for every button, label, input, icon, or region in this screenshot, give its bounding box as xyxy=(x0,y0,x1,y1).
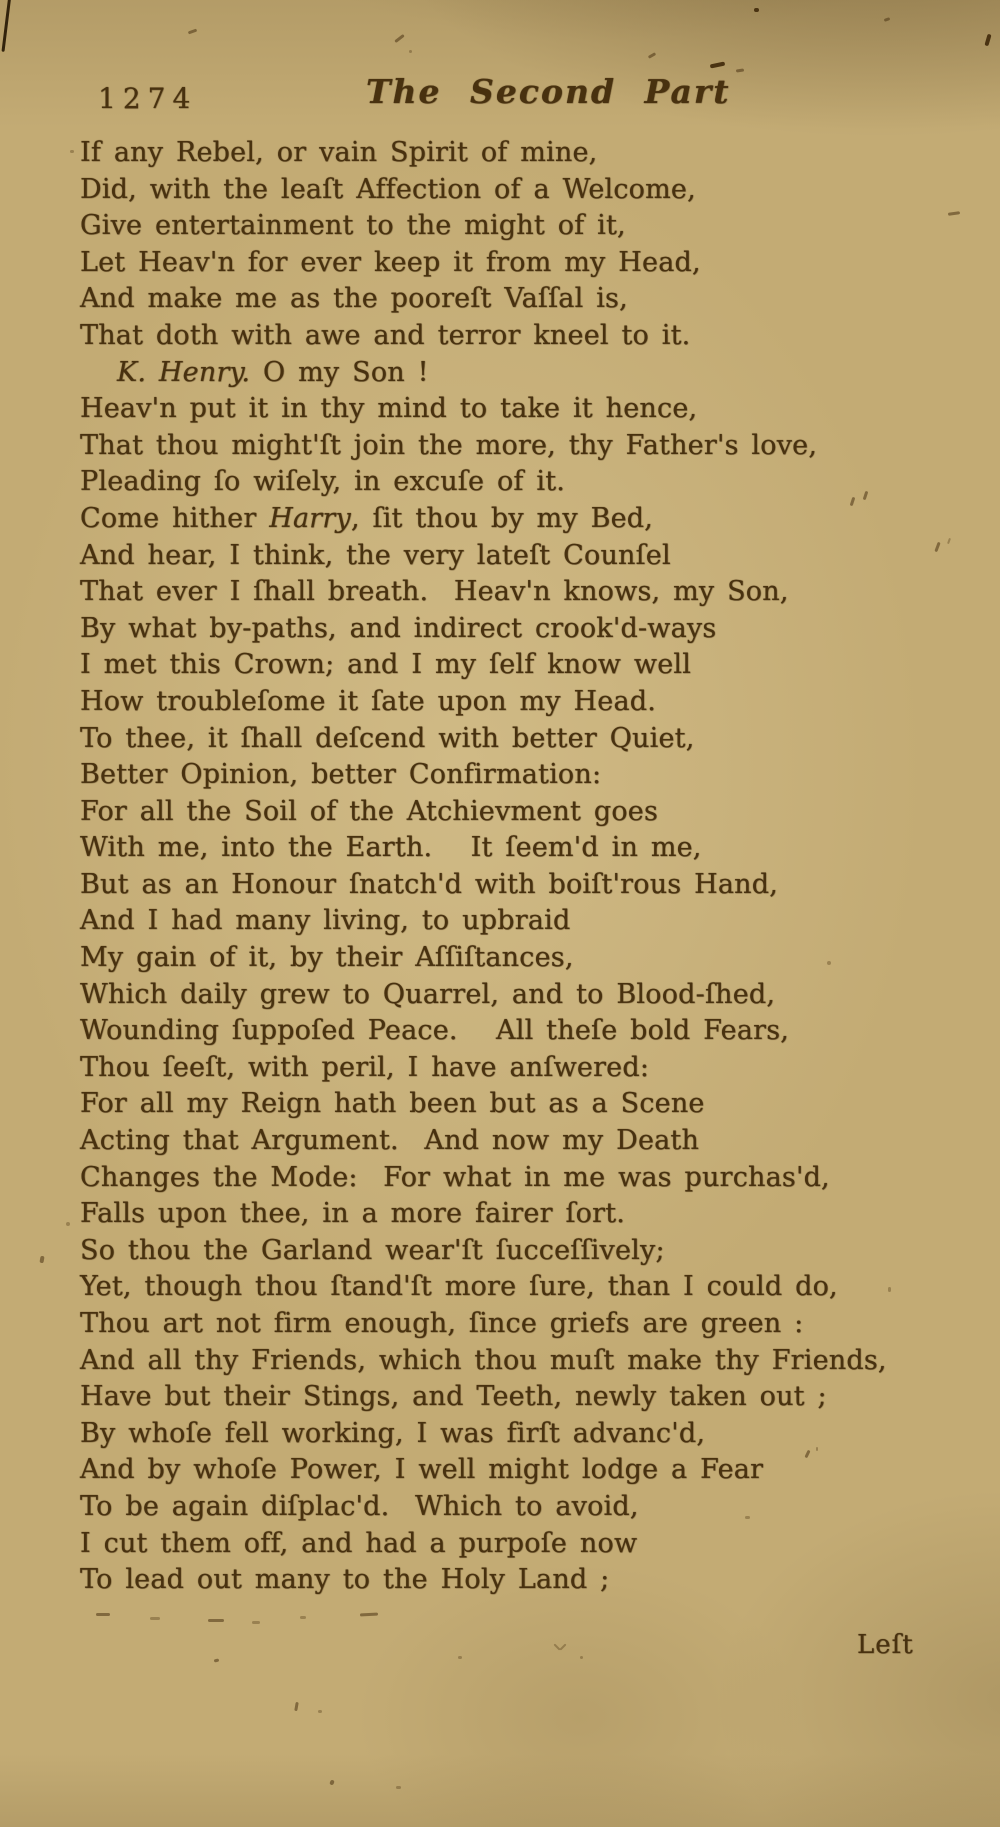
ink-speck xyxy=(948,211,960,216)
verse-text: Give entertainment to the might of it, xyxy=(80,210,626,242)
poem-line xyxy=(80,281,940,318)
poem-line xyxy=(80,611,940,648)
italic-text: Harry xyxy=(269,502,351,534)
poem-line xyxy=(80,355,940,392)
ink-speck xyxy=(984,34,991,47)
play-text xyxy=(80,135,940,1599)
poem-line xyxy=(80,830,940,867)
verse-text: Did, with the leaſt Affection of a Welcome, xyxy=(80,173,696,205)
poem-line xyxy=(80,1343,940,1380)
verse-text: Changes the Mode: For what in me was purchas'd, xyxy=(80,1161,830,1193)
ink-speck xyxy=(150,1617,160,1620)
poem-line xyxy=(80,1050,940,1087)
verse-text: , ſit thou by my Bed, xyxy=(350,502,654,534)
ink-speck xyxy=(66,1222,70,1226)
poem-line xyxy=(80,1196,940,1233)
poem-line xyxy=(80,1452,940,1489)
verse-text: O my Son ! xyxy=(250,356,429,388)
poem-line xyxy=(80,1526,940,1563)
verse-text: To lead out many to the Holy Land ; xyxy=(80,1564,610,1596)
verse-text: And I had many living, to upbraid xyxy=(80,905,571,937)
ink-speck xyxy=(710,61,726,68)
ink-speck xyxy=(39,1256,44,1264)
ink-speck xyxy=(360,1613,378,1617)
verse-text: If any Rebel, or vain Spirit of mine, xyxy=(80,137,598,168)
verse-text: Thou ſeeſt, with peril, I have anſwered: xyxy=(80,1051,650,1083)
poem-line xyxy=(80,794,940,831)
ink-speck xyxy=(396,1786,401,1789)
verse-text: To be again diſplac'd. Which to avoid, xyxy=(80,1490,639,1522)
poem-line xyxy=(80,538,940,575)
ink-speck xyxy=(394,34,405,43)
ink-speck xyxy=(580,1656,583,1659)
verse-text: That thou might'ſt join the more, thy Father's love, xyxy=(80,429,818,461)
poem-line xyxy=(80,757,940,794)
verse-text: And all thy Friends, which thou muſt make thy Friends, xyxy=(80,1344,887,1376)
verse-text: That doth with awe and terror kneel to it. xyxy=(80,319,691,351)
page-number: 1274 xyxy=(98,82,198,115)
verse-text: That ever I ſhall breath. Heav'n knows, my Son, xyxy=(80,576,789,608)
ink-speck xyxy=(754,8,759,12)
verse-text: Let Heav'n for ever keep it from my Head, xyxy=(80,246,701,278)
verse-text: Better Opinion, better Confirmation: xyxy=(80,759,602,791)
verse-text: With me, into the Earth. It ſeem'd in me, xyxy=(80,832,702,864)
ink-speck xyxy=(188,29,197,35)
verse-text: Yet, though thou ſtand'ſt more ſure, than I could do, xyxy=(80,1271,838,1303)
poem-line xyxy=(80,1379,940,1416)
verse-text: Have but their Stings, and Teeth, newly taken out ; xyxy=(80,1381,827,1413)
verse-text: Acting that Argument. And now my Death xyxy=(80,1125,700,1157)
ink-speck xyxy=(648,52,656,59)
poem-line xyxy=(80,940,940,977)
catchword: Leſt xyxy=(857,1630,914,1660)
verse-text: I cut them off, and had a purpoſe now xyxy=(80,1527,638,1559)
poem-line xyxy=(80,903,940,940)
ink-speck xyxy=(884,17,891,22)
ink-speck xyxy=(214,1658,220,1662)
ink-speck xyxy=(70,150,74,153)
verse-text: And make me as the pooreſt Vaſſal is, xyxy=(80,283,628,315)
verse-text: For all my Reign hath been but as a Scene xyxy=(80,1088,705,1120)
ink-speck xyxy=(294,1702,299,1711)
poem-line xyxy=(80,867,940,904)
poem-line xyxy=(80,318,940,355)
ink-speck xyxy=(947,538,951,544)
poem-line xyxy=(80,1269,940,1306)
running-title: The Second Part xyxy=(366,72,731,111)
poem-line xyxy=(80,1562,940,1599)
ink-speck xyxy=(300,1616,306,1619)
verse-text: And by whoſe Power, I well might lodge a Fear xyxy=(80,1454,764,1486)
poem-line xyxy=(80,1086,940,1123)
poem-line xyxy=(80,501,940,538)
poem-line xyxy=(80,1416,940,1453)
verse-text: To thee, it ſhall deſcend with better Quiet, xyxy=(80,722,695,754)
italic-text: K. Henry. xyxy=(117,356,251,388)
poem-line xyxy=(80,574,940,611)
poem-line xyxy=(80,172,940,209)
ink-speck xyxy=(329,1779,334,1785)
poem-line xyxy=(80,684,940,721)
poem-line xyxy=(80,721,940,758)
verse-text: How troubleſome it ſate upon my Head. xyxy=(80,685,657,717)
verse-text: And hear, I think, the very lateſt Counſel xyxy=(80,539,671,571)
verse-text: Which daily grew to Quarrel, and to Blood-ſhed, xyxy=(80,978,776,1010)
verse-text: Heav'n put it in thy mind to take it hence, xyxy=(80,393,698,425)
ink-speck xyxy=(96,1613,110,1616)
verse-text: Come hither xyxy=(80,502,270,534)
poem-line xyxy=(80,1123,940,1160)
verse-text: Falls upon thee, in a more fairer ſort. xyxy=(80,1198,626,1230)
poem-line xyxy=(80,245,940,282)
ink-speck xyxy=(208,1619,224,1622)
poem-line xyxy=(80,464,940,501)
ink-speck xyxy=(736,68,744,72)
poem-line xyxy=(80,1233,940,1270)
verse-text: My gain of it, by their Aſſiſtances, xyxy=(80,942,574,974)
poem-line xyxy=(80,428,940,465)
ink-speck xyxy=(553,1643,560,1650)
ink-speck xyxy=(252,1621,260,1624)
poem-line xyxy=(80,135,940,172)
verse-text: By whoſe fell working, I was firſt advanc'd, xyxy=(80,1417,706,1449)
ink-speck xyxy=(559,1643,566,1650)
verse-text: Pleading ſo wiſely, in excuſe of it. xyxy=(80,466,566,498)
poem-line xyxy=(80,977,940,1014)
ink-speck xyxy=(409,50,412,53)
verse-text: For all the Soil of the Atchievment goes xyxy=(80,795,659,827)
poem-line xyxy=(80,1013,940,1050)
poem-line xyxy=(80,208,940,245)
verse-text: I met this Crown; and I my ſelf know well xyxy=(80,649,692,681)
poem-line xyxy=(80,647,940,684)
page-edge-mark xyxy=(1,0,11,52)
verse-text: By what by-paths, and indirect crook'd-ways xyxy=(80,612,717,644)
verse-text: Wounding ſuppoſed Peace. All theſe bold Fears, xyxy=(80,1015,790,1047)
ink-speck xyxy=(318,1710,322,1713)
poem-line xyxy=(80,1489,940,1526)
poem-line xyxy=(80,391,940,428)
poem-line xyxy=(80,1306,940,1343)
poem-line xyxy=(80,1160,940,1197)
verse-text: But as an Honour ſnatch'd with boiſt'rous Hand, xyxy=(80,868,779,900)
ink-speck xyxy=(458,1656,462,1659)
verse-text: So thou the Garland wear'ſt ſucceſſively; xyxy=(80,1234,665,1266)
verse-text: Thou art not firm enough, ſince griefs are green : xyxy=(80,1308,804,1339)
